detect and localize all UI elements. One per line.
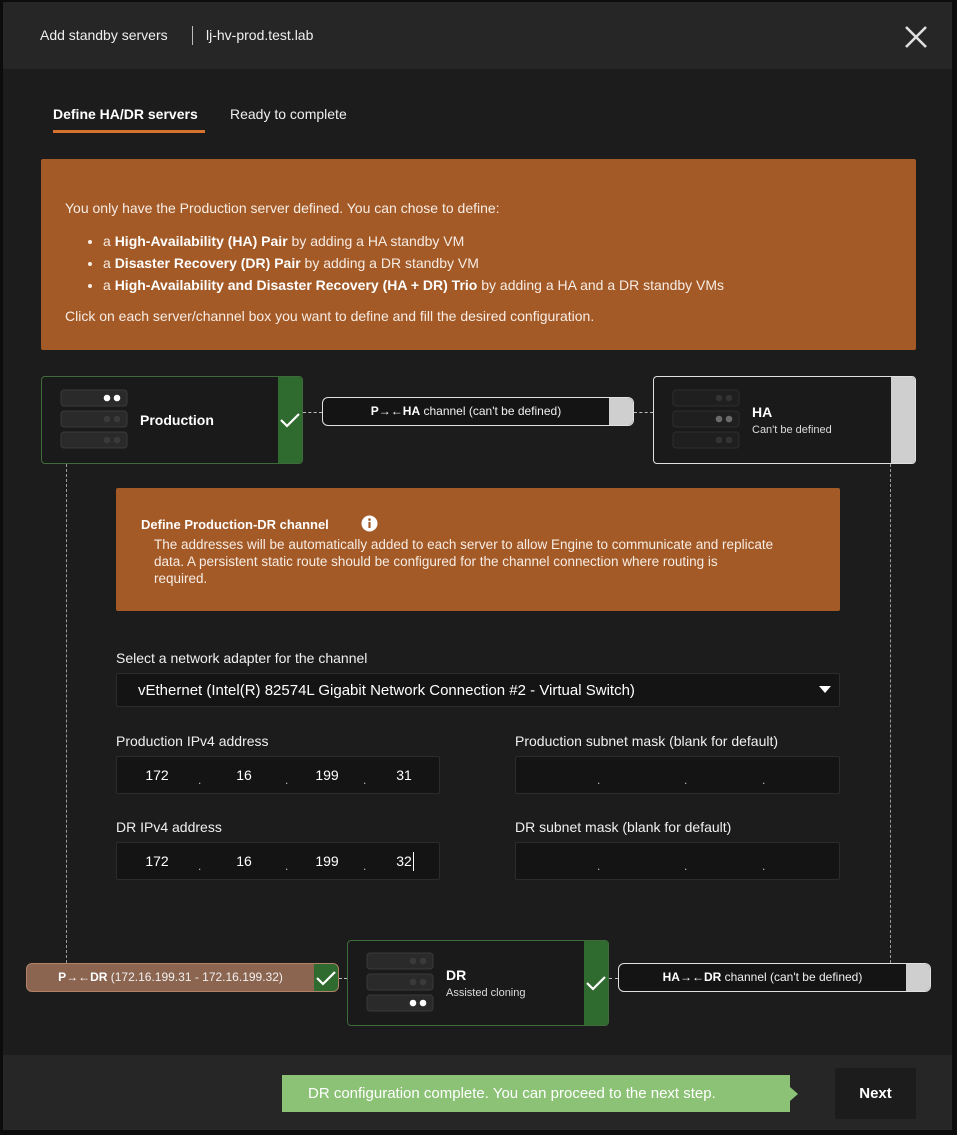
adapter-label: Select a network adapter for the channel [116,650,368,666]
ip-octet-field[interactable]: 16 [236,767,252,783]
p-dr-channel-pill[interactable] [26,963,339,992]
production-mask-label: Production subnet mask (blank for default) [515,733,779,749]
option-list [103,230,724,296]
dr-ip-label: DR IPv4 address [116,819,222,835]
production-status-strip [278,377,302,463]
info-footer: Click on each server/channel box you want to define and fill the desired configuration. [65,308,595,324]
octet-separator: . [363,773,367,787]
octet-separator: . [762,773,766,787]
close-button[interactable] [901,22,931,52]
channel-panel-description: The addresses will be automatically added to each server to allow Engine to communicate and replicate data. A persistent static route should be configured for the channel connection where routing is required. [154,537,774,586]
octet-separator: . [684,859,688,873]
connector-pdr-dr [339,978,347,979]
production-ip-label: Production IPv4 address [116,733,269,749]
connector-prod-dr-vertical [66,464,67,963]
p-dr-channel-label: P→←DR [58,970,108,984]
add-standby-dialog [3,2,952,1130]
connector-ha-dr-vertical [890,464,891,963]
active-tab-indicator [53,130,205,133]
dr-server-name: DR [446,967,467,983]
ha-status-strip [891,377,915,463]
option-item-dr-pair: • a Disaster Recovery (DR) Pair by adding a DR standby VM [103,252,724,274]
ha-dr-channel-cap [906,964,930,991]
ip-octet-field[interactable]: 32 [396,853,412,869]
octet-separator: . [198,773,202,787]
status-toast [282,1075,790,1112]
p-ha-channel-status: channel (can't be defined) [420,404,562,418]
server-rack-icon [366,952,434,1014]
dr-subnet-mask-input[interactable] [515,842,840,880]
server-name: lj-hv-prod.test.lab [206,27,314,43]
production-ip-input[interactable] [116,756,440,794]
production-server-name: Production [140,412,214,428]
text-cursor [413,852,414,871]
ip-octet-field[interactable]: 31 [396,767,412,783]
octet-separator: . [597,773,601,787]
dr-server-box[interactable] [347,940,609,1026]
ha-server-name: HA [752,404,773,420]
octet-separator: . [285,859,289,873]
octet-separator: . [198,859,202,873]
tab-ready-to-complete[interactable]: Ready to complete [230,106,347,122]
p-ha-channel-cap [609,398,633,425]
p-ha-channel-label: P→←HA [370,404,421,418]
ha-server-box[interactable] [653,376,916,464]
production-subnet-mask-input[interactable] [515,756,840,794]
octet-separator: . [285,773,289,787]
check-icon [315,969,337,987]
dialog-header [3,2,952,69]
ip-octet-field[interactable]: 172 [145,853,169,869]
network-adapter-select[interactable] [116,673,840,707]
network-adapter-value: vEthernet (Intel(R) 82574L Gigabit Network Connection #2 - Virtual Switch) [138,682,635,699]
option-item-ha-dr-trio: • a High-Availability and Disaster Recovery (HA + DR) Trio by adding a HA and a DR standby VMs [103,274,724,296]
channel-definition-banner [116,488,840,611]
p-dr-channel-addresses: (172.16.199.31 - 172.16.199.32) [107,970,283,984]
check-icon [279,411,301,429]
octet-separator: . [762,859,766,873]
octet-separator: . [597,859,601,873]
tab-define-ha-dr-servers[interactable]: Define HA/DR servers [53,106,198,122]
p-ha-channel-pill[interactable] [322,397,634,426]
ha-dr-channel-status: channel (can't be defined) [721,970,863,984]
dr-server-status: Assisted cloning [446,987,526,999]
ip-octet-field[interactable]: 199 [315,767,339,783]
ha-dr-channel-pill[interactable] [618,963,931,992]
status-toast-text: DR configuration complete. You can proceed to the next step. [308,1085,716,1102]
connector-prod-ha-right [634,412,653,413]
octet-separator: . [363,859,367,873]
chevron-down-icon[interactable] [819,686,831,693]
dr-mask-label: DR subnet mask (blank for default) [515,819,732,835]
option-item-ha-pair: • a High-Availability (HA) Pair by adding a HA standby VM [103,230,724,252]
connector-prod-ha-left [303,412,322,413]
server-rack-icon [672,389,740,451]
p-dr-channel-status-strip [314,964,338,991]
production-server-box[interactable] [41,376,303,464]
dr-status-strip [584,941,608,1025]
dr-ip-input[interactable] [116,842,440,880]
toast-pointer [790,1087,798,1101]
info-banner [41,159,916,350]
info-icon[interactable] [361,515,378,532]
check-icon [585,974,607,992]
info-intro: You only have the Production server defined. You can chose to define: [65,200,500,216]
connector-dr-hadr [609,978,618,979]
header-divider [192,26,193,45]
ip-octet-field[interactable]: 199 [315,853,339,869]
channel-panel-title: Define Production-DR channel [141,517,329,532]
dialog-title: Add standby servers [40,27,168,43]
ha-dr-channel-label: HA→←DR [662,970,722,984]
ha-server-status: Can't be defined [752,424,832,436]
next-button[interactable]: Next [835,1068,916,1119]
ip-octet-field[interactable]: 172 [145,767,169,783]
server-rack-icon [60,389,128,451]
octet-separator: . [684,773,688,787]
close-icon[interactable] [901,22,931,52]
ip-octet-field[interactable]: 16 [236,853,252,869]
